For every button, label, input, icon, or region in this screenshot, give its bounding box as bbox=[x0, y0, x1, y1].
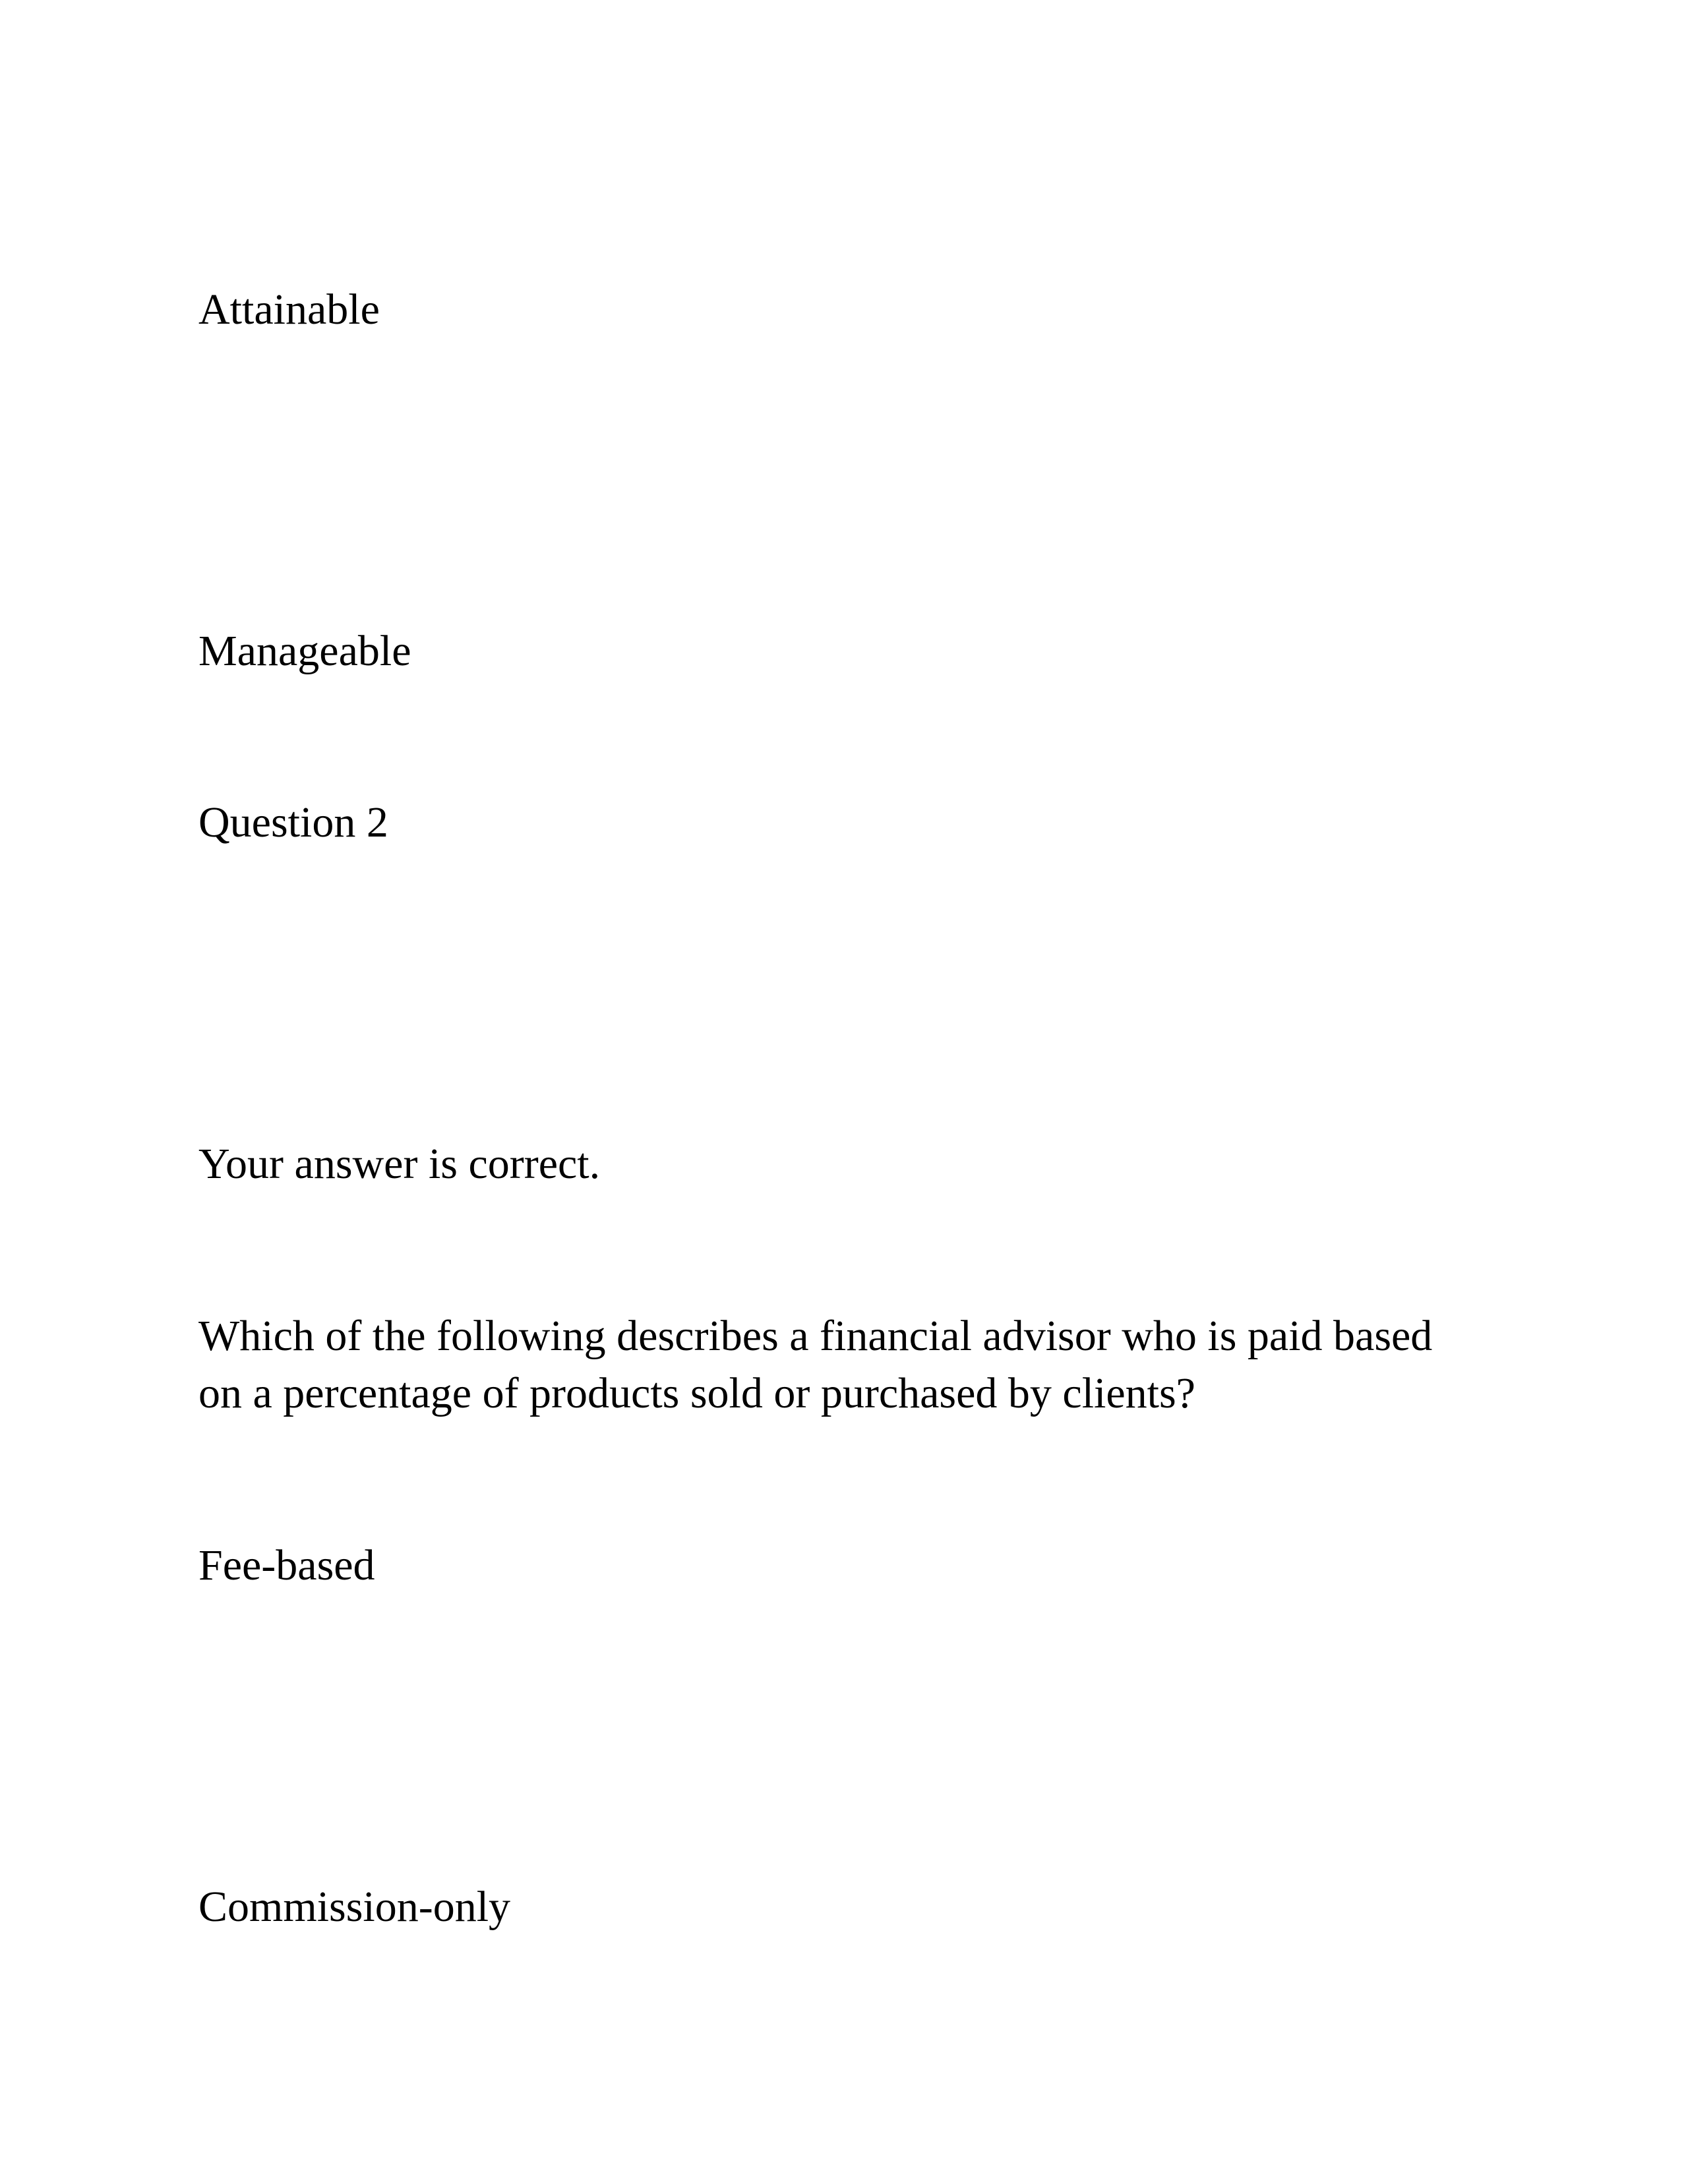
answer-option-manageable[interactable]: Manageable bbox=[198, 627, 411, 675]
answer-option-commission-only[interactable]: Commission-only bbox=[198, 1883, 511, 1931]
question-label: Question 2 bbox=[198, 798, 388, 846]
question-text-line-1: Which of the following describes a financial advisor who is paid based bbox=[198, 1312, 1433, 1360]
answer-option-fee-based[interactable]: Fee-based bbox=[198, 1541, 375, 1589]
feedback-text: Your answer is correct. bbox=[198, 1140, 601, 1188]
answer-option-attainable[interactable]: Attainable bbox=[198, 285, 380, 334]
question-text-line-2: on a percentage of products sold or purchased by clients? bbox=[198, 1369, 1195, 1417]
